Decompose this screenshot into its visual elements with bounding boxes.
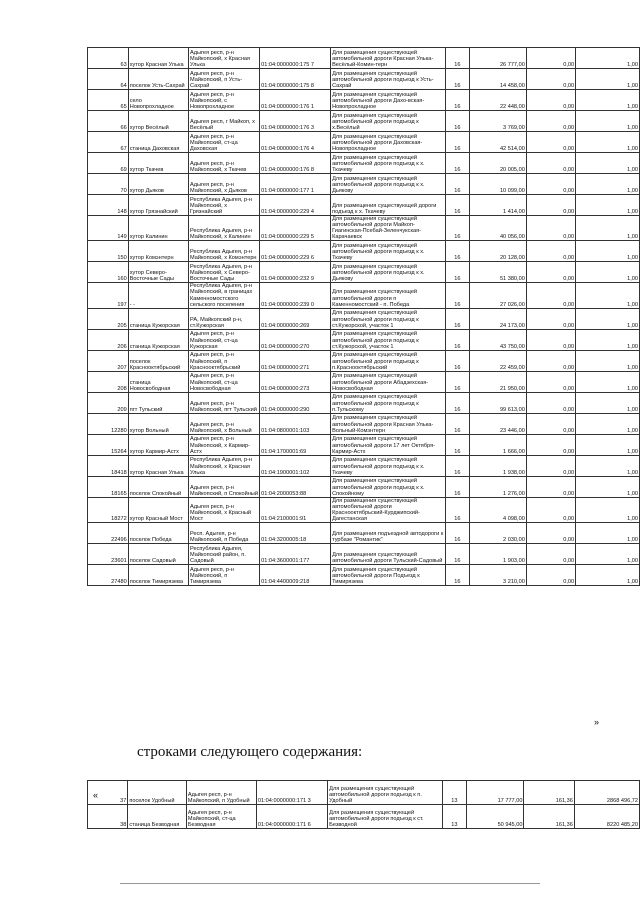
table-row	[88, 392, 640, 413]
table-cell: 01:04:0000000:232 9	[260, 262, 331, 283]
table-cell: 16	[446, 392, 470, 413]
table-cell: 16	[446, 350, 470, 371]
table-cell: 0,00	[526, 544, 575, 565]
table-cell: 0,00	[526, 283, 575, 308]
table-cell: 16	[446, 90, 470, 111]
table-row	[88, 544, 640, 565]
table-cell: 27 026,00	[469, 283, 526, 308]
table-cell: 37	[88, 781, 128, 805]
table-cell: Адыгея респ, р-н Майкопский, х Кармир-Астх	[188, 434, 259, 455]
table-cell: хутор Грязнайский	[128, 195, 188, 216]
table-cell: 0,00	[526, 48, 575, 69]
table-cell: 150	[88, 241, 129, 262]
table-cell: Республика Адыгея, р-н Майкопский, х Красная Улька	[188, 455, 259, 476]
table-row	[88, 241, 640, 262]
table-cell: Для размещения существующей автомобильной дороги подъезд к ст.Кужорской, участок 1	[331, 308, 446, 329]
table-cell: 1,00	[576, 69, 640, 90]
table-cell: пгт Тульский	[128, 392, 188, 413]
table-cell: 16	[446, 434, 470, 455]
table-cell: 12280	[88, 413, 129, 434]
table-cell: 16	[446, 48, 470, 69]
table-cell: 16	[446, 497, 470, 522]
table-cell: 01:04:0000000:271	[260, 350, 331, 371]
table-cell: 16	[446, 283, 470, 308]
table-cell: 18418	[88, 455, 129, 476]
closing-quote-mark: »	[594, 717, 600, 727]
table-cell: 01:04:0000000:290	[260, 392, 331, 413]
table-cell: 16	[446, 174, 470, 195]
table-cell: 161,36	[524, 781, 574, 805]
table-cell: поселок Садовый	[128, 544, 188, 565]
table-cell: 0,00	[526, 523, 575, 544]
table-cell: 51 380,00	[469, 262, 526, 283]
table-cell: 01:04:0800001:103	[260, 413, 331, 434]
table-cell: 16	[446, 69, 470, 90]
table-cell: 0,00	[526, 308, 575, 329]
table-cell: 1,00	[576, 132, 640, 153]
table-cell: 0,00	[526, 262, 575, 283]
table-row	[88, 413, 640, 434]
table-cell: 1,00	[576, 241, 640, 262]
table-cell: хутор Красная Улька	[128, 455, 188, 476]
table-cell: хутор Вольный	[128, 413, 188, 434]
table-cell: 01:04:3600001:177	[260, 544, 331, 565]
table-cell: 1,00	[576, 216, 640, 241]
table-cell: поселок Победа	[128, 523, 188, 544]
table-cell: село Новопрохладное	[128, 90, 188, 111]
table-cell: 16	[446, 216, 470, 241]
table-cell: 20 005,00	[469, 153, 526, 174]
table-cell: Для размещения существующей автомобильной дороги Тульский-Садовый	[331, 544, 446, 565]
table-cell: 4 098,00	[469, 497, 526, 522]
table-cell: Адыгея респ, р-н Майкопский, х Красная Улька	[188, 48, 259, 69]
table-cell: 207	[88, 350, 129, 371]
table-cell: 01:04:0000000:229 4	[260, 195, 331, 216]
table-cell: Адыгея респ, р-н Майкопский, ст-ца Даховская	[188, 132, 259, 153]
table-cell: 10 099,00	[469, 174, 526, 195]
table-cell: 26 777,00	[469, 48, 526, 69]
table-cell: 1,00	[576, 392, 640, 413]
table-row	[88, 153, 640, 174]
table-cell: 205	[88, 308, 129, 329]
table-cell: 1,00	[576, 544, 640, 565]
table-cell: 0,00	[526, 241, 575, 262]
table-cell: Для размещения существующей автомобильной дороги подъезд к х. Ткачеву	[331, 153, 446, 174]
table-row	[88, 69, 640, 90]
table-cell: 0,00	[526, 455, 575, 476]
table-cell: 21 950,00	[469, 371, 526, 392]
table-cell: 0,00	[526, 216, 575, 241]
table-cell: 1,00	[576, 329, 640, 350]
table-cell: Адыгея респ, р-н Майкопский, пгт Тульский	[188, 392, 259, 413]
table-cell: Для размещения существующей автомобильной дороги подъезд к п. Удобный	[328, 781, 443, 805]
table-cell: РА, Майкопский р-н, ст.Кужорская	[188, 308, 259, 329]
table-cell: Для размещения существующей автомобильной дороги подъезд к х. Дьякову	[331, 262, 446, 283]
table-cell: 0,00	[526, 434, 575, 455]
table-cell: 16	[446, 565, 470, 586]
table-cell: 3 769,00	[469, 111, 526, 132]
table-cell: Республика Адыгея, Майкопский район, п. Садовый	[188, 544, 259, 565]
table-cell: поселок Спокойный	[128, 476, 188, 497]
table-cell: 160	[88, 262, 129, 283]
table-cell: 23 446,00	[469, 413, 526, 434]
table-cell: 0,00	[526, 565, 575, 586]
table-cell: 16	[446, 455, 470, 476]
table-cell: 14 458,00	[469, 69, 526, 90]
table-cell: 148	[88, 195, 129, 216]
table-cell: станица Кужорская	[128, 308, 188, 329]
table-cell: Для размещения существующей дороги подъезд к х. Ткачеву	[331, 195, 446, 216]
table-cell: станица Безводная	[128, 805, 187, 829]
table-cell: Для размещения существующей автомобильной дороги 17 лет Октября-Кармир-Астх	[331, 434, 446, 455]
table-cell: 16	[446, 195, 470, 216]
table-row	[88, 283, 640, 308]
table-row	[88, 329, 640, 350]
table-cell: 2 030,00	[469, 523, 526, 544]
table-cell: 209	[88, 392, 129, 413]
table-cell: Республика Адыгея, р-н Майкопский, х Северо-Восточные Сады	[188, 262, 259, 283]
table-cell: 16	[446, 132, 470, 153]
table-cell: 01:04:4400009:218	[260, 565, 331, 586]
table-cell: Республика Адыгея, р-н Майкопский, х Калинин	[188, 216, 259, 241]
table-cell: 40 056,00	[469, 216, 526, 241]
table-cell: 16	[446, 371, 470, 392]
table-row	[88, 195, 640, 216]
register-table	[87, 47, 640, 586]
table-cell: 70	[88, 174, 129, 195]
table-cell: 0,00	[526, 371, 575, 392]
table-cell: Для размещения существующей автомобильной дороги Подъезд к Тимирязева	[331, 565, 446, 586]
table-cell: 69	[88, 153, 129, 174]
table-cell: 01:04:0000000:273	[260, 371, 331, 392]
table-row	[88, 111, 640, 132]
table-cell: 24 173,00	[469, 308, 526, 329]
table-cell: 0,00	[526, 476, 575, 497]
table-cell: 23601	[88, 544, 129, 565]
table-cell: 0,00	[526, 350, 575, 371]
table-cell: 1,00	[576, 111, 640, 132]
table-cell: 01:04:2100001:91	[260, 497, 331, 522]
table-cell: Республика Адыгея, р-н Майкопский, х Комэнтерн	[188, 241, 259, 262]
table-cell: 0,00	[526, 413, 575, 434]
table-cell: 01:04:0000000:269	[260, 308, 331, 329]
table-cell: Для размещения существующей автомобильной дороги подъезд к х. Ткачеву	[331, 455, 446, 476]
table-cell: 65	[88, 90, 129, 111]
table-cell: 1,00	[576, 262, 640, 283]
table-cell: 0,00	[526, 329, 575, 350]
table-cell: 1,00	[576, 195, 640, 216]
table-cell: 1,00	[576, 413, 640, 434]
table-cell: 1,00	[576, 455, 640, 476]
table-cell: 22496	[88, 523, 129, 544]
table-cell: 1,00	[576, 48, 640, 69]
table-cell: 1,00	[576, 153, 640, 174]
table-cell: 0,00	[526, 153, 575, 174]
table-cell: 161,36	[524, 805, 574, 829]
table-cell: 01:04:0000000:239 0	[260, 283, 331, 308]
footer-rule	[120, 883, 540, 884]
table-cell: Адыгея респ, р-н Майкопский, п Краснооктябрьский	[188, 350, 259, 371]
table-cell: 149	[88, 216, 129, 241]
table-cell: 0,00	[526, 90, 575, 111]
table-cell: 01:04:3200005:18	[260, 523, 331, 544]
table-cell: поселок Краснооктябрьский	[128, 350, 188, 371]
table-cell: Для размещения подъездной автодороги к турбазе "Романтик"	[331, 523, 446, 544]
table-cell: 1,00	[576, 371, 640, 392]
table-cell: 16	[446, 241, 470, 262]
table-cell: Адыгея респ, р-н Майкопский, с Новопрохладное	[188, 90, 259, 111]
table-cell: 66	[88, 111, 129, 132]
table-cell: 1 938,00	[469, 455, 526, 476]
table-cell: 01:04:0000000:176 4	[260, 132, 331, 153]
table-cell: 206	[88, 329, 129, 350]
table-cell: хутор Красный Мост	[128, 497, 188, 522]
table-row	[88, 48, 640, 69]
table-cell: Адыгея респ, г Майкоп, х Весёлый	[188, 111, 259, 132]
table-cell: Для размещения существующей автомобильной дороги Даховская-Новопрохладное	[331, 132, 446, 153]
table-cell: Адыгея респ, р-н Майкопский, х Вольный	[188, 413, 259, 434]
table-cell: хутор Калинин	[128, 216, 188, 241]
table-cell: Для размещения существующей автомобильной дороги подъезд к п.Тульскому	[331, 392, 446, 413]
table-cell: 8220 485,20	[574, 805, 639, 829]
replacement-table	[87, 780, 640, 829]
table-cell: Для размещения существующей автомобильной дороги подъезд к ст.Кужорской, участок 1	[331, 329, 446, 350]
table-cell: 01:04:0000000:175 7	[260, 48, 331, 69]
table-cell: 01:04:1700001:69	[260, 434, 331, 455]
table-row	[88, 523, 640, 544]
table-cell: 18165	[88, 476, 129, 497]
table-cell: Для размещения существующей автомобильной дороги Дахо-вская-Новопрохладное	[331, 90, 446, 111]
table-cell: 16	[446, 308, 470, 329]
table-cell: Адыгея респ, р-н Майкопский, п Усть-Сахрай	[188, 69, 259, 90]
table-cell: Адыгея респ, р-н Майкопский, х Ткачев	[188, 153, 259, 174]
table-cell: 16	[446, 262, 470, 283]
table-cell: 1 414,00	[469, 195, 526, 216]
table-cell: станица Кужорская	[128, 329, 188, 350]
table-cell: Адыгея респ, р-н Майкопский, п Удобный	[186, 781, 256, 805]
table-row	[88, 476, 640, 497]
table-cell: 01:04:0000000:176 1	[260, 90, 331, 111]
table-cell: 0,00	[526, 132, 575, 153]
table-cell: 18272	[88, 497, 129, 522]
table-cell: 16	[446, 153, 470, 174]
table-cell: 16	[446, 476, 470, 497]
table-row	[88, 805, 640, 829]
table-cell: 1 903,00	[469, 544, 526, 565]
table-cell: Адыгея респ, р-н Майкопский, ст-ца Новосвободная	[188, 371, 259, 392]
table-cell: 16	[446, 329, 470, 350]
table-row	[88, 497, 640, 522]
table-row	[88, 132, 640, 153]
table-cell: 13	[442, 781, 466, 805]
table-cell: 0,00	[526, 497, 575, 522]
table-row	[88, 455, 640, 476]
table-cell: 16	[446, 413, 470, 434]
table-cell: Для размещения существующей автомобильной дороги Краснооктябрьский-Курджипский-Дагестанская	[331, 497, 446, 522]
table-cell: Для размещения существующей автомобильной дороги Красная Улька-Вольный-Комэнтерн	[331, 413, 446, 434]
table-cell: 20 128,00	[469, 241, 526, 262]
table-cell: 3 210,00	[469, 565, 526, 586]
table-cell: 01:04:0000000:229 5	[260, 216, 331, 241]
table-cell: Для размещения существующей автомобильной дороги подъезд к х.Весёлый	[331, 111, 446, 132]
table-cell: Республика Адыгея, р-н Майкопский, в границах Каменномостского сельского поселения	[188, 283, 259, 308]
table-cell: Адыгея респ, р-н Майкопский, п Спокойный	[188, 476, 259, 497]
table-cell: 0,00	[526, 111, 575, 132]
table-row	[88, 434, 640, 455]
table-row	[88, 565, 640, 586]
table-row	[88, 216, 640, 241]
table-row	[88, 90, 640, 111]
table-cell: Для размещения существующей автомобильной дороги Абадзехская-Новосвободная	[331, 371, 446, 392]
table-cell: Для размещения существующей автомобильной дороги подъезд к п.Краснооктябрьский	[331, 350, 446, 371]
table-cell: 01:04:0000000:176 8	[260, 153, 331, 174]
table-cell: 64	[88, 69, 129, 90]
table-cell: Респ. Адыгея, р-н Майкопский, п Победа	[188, 523, 259, 544]
table-cell: Для размещения существующей автомобильной дороги Красная Улька-Весёлый-Комин-терн	[331, 48, 446, 69]
table-cell: Адыгея респ, р-н Майкопский, ст-ца Безводная	[186, 805, 256, 829]
table-cell: 1,00	[576, 565, 640, 586]
table-cell: 01:04:0000000:171 6	[256, 805, 327, 829]
table-cell: 67	[88, 132, 129, 153]
table-cell: 99 613,00	[469, 392, 526, 413]
table-cell: 1,00	[576, 174, 640, 195]
table-cell: 1,00	[576, 350, 640, 371]
table-cell: хутор Красная Улька	[128, 48, 188, 69]
table-cell: 208	[88, 371, 129, 392]
table-row	[88, 781, 640, 805]
table-cell: 1,00	[576, 308, 640, 329]
table-cell: 0,00	[526, 69, 575, 90]
table-row	[88, 350, 640, 371]
table-cell: Адыгея респ, р-н Майкопский, х Красный Мост	[188, 497, 259, 522]
table-cell: станица Новосвободная	[128, 371, 188, 392]
table-cell: 43 750,00	[469, 329, 526, 350]
table-cell: 1,00	[576, 434, 640, 455]
table-cell: 1 276,00	[469, 476, 526, 497]
table-cell: 16	[446, 111, 470, 132]
table-cell: хутор Кармир-Астх	[128, 434, 188, 455]
table-cell: 42 514,00	[469, 132, 526, 153]
table-cell: Для размещения существующей автомобильной дороги подъезд к Усть-Сахрай	[331, 69, 446, 90]
table-cell: Адыгея респ, р-н Майкопский, п Тимирязева	[188, 565, 259, 586]
table-cell: Республика Адыгея, р-н Майкопский, х Грязнайский	[188, 195, 259, 216]
table-cell: 197	[88, 283, 129, 308]
table-cell: поселок Усть-Сахрай	[128, 69, 188, 90]
table-cell: 38	[88, 805, 128, 829]
table-cell: Для размещения существующей автомобильной дороги подъезд к ст. Безводной	[328, 805, 443, 829]
table-cell: 22 459,00	[469, 350, 526, 371]
table-cell: 27480	[88, 565, 129, 586]
table-cell: 0,00	[526, 195, 575, 216]
table-cell: Для размещения существующей автомобильной дороги п Каменномостский - п. Победа	[331, 283, 446, 308]
table-cell: 50 945,00	[466, 805, 524, 829]
table-cell: хутор Комэнтерн	[128, 241, 188, 262]
table-row	[88, 308, 640, 329]
table-cell: 0,00	[526, 392, 575, 413]
table-cell: 01:04:2000053:88	[260, 476, 331, 497]
table-cell: 0,00	[526, 174, 575, 195]
table-cell: 1,00	[576, 497, 640, 522]
table-cell: 01:04:0000000:175 8	[260, 69, 331, 90]
table-cell: 1,00	[576, 283, 640, 308]
table-cell: - -	[128, 283, 188, 308]
table-cell: 22 448,00	[469, 90, 526, 111]
table-cell: 63	[88, 48, 129, 69]
table-cell: Адыгея респ, р-н Майкопский, х Дьяков	[188, 174, 259, 195]
opening-quote-mark: «	[93, 790, 99, 800]
table-cell: поселок Удобный	[128, 781, 187, 805]
table-cell: 01:04:0000000:177 1	[260, 174, 331, 195]
table-cell: 01:04:0000000:176 3	[260, 111, 331, 132]
table-cell: 01:04:1900001:102	[260, 455, 331, 476]
table-cell: Адыгея респ, р-н Майкопский, ст-ца Кужорская	[188, 329, 259, 350]
table-cell: 15264	[88, 434, 129, 455]
table-cell: 01:04:0000000:229 6	[260, 241, 331, 262]
table-cell: 1,00	[576, 90, 640, 111]
table-cell: Для размещения существующей автомобильной дороги Майкоп-Гиагинская-Псебай-Зеленчукская-Карачаевск	[331, 216, 446, 241]
table-cell: 16	[446, 523, 470, 544]
table-cell: 16	[446, 544, 470, 565]
table-cell: 2868 496,72	[574, 781, 639, 805]
continuation-caption: строками следующего содержания:	[137, 744, 363, 760]
table-cell: хутор Дьяков	[128, 174, 188, 195]
table-row	[88, 174, 640, 195]
table-cell: хутор Северо-Восточные Сады	[128, 262, 188, 283]
table-cell: 13	[442, 805, 466, 829]
table-cell: Для размещения существующей автомобильной дороги подъезд к х. Ткачеву	[331, 241, 446, 262]
table-cell: поселок Тимирязева	[128, 565, 188, 586]
table-cell: 1,00	[576, 523, 640, 544]
table-cell: станица Даховская	[128, 132, 188, 153]
table-cell: 01:04:0000000:270	[260, 329, 331, 350]
table-cell: Для размещения существующей автомобильной дороги подъезд к х. Дьякову	[331, 174, 446, 195]
table-cell: хутор Ткачев	[128, 153, 188, 174]
table-row	[88, 262, 640, 283]
table-cell: Для размещения существующей автомобильной дороги подъезд к х. Спокойному	[331, 476, 446, 497]
table-cell: 1,00	[576, 476, 640, 497]
table-row	[88, 371, 640, 392]
table-cell: 01:04:0000000:171 3	[256, 781, 327, 805]
table-cell: хутор Весёлый	[128, 111, 188, 132]
table-cell: 1 666,00	[469, 434, 526, 455]
table-cell: 17 777,00	[466, 781, 524, 805]
